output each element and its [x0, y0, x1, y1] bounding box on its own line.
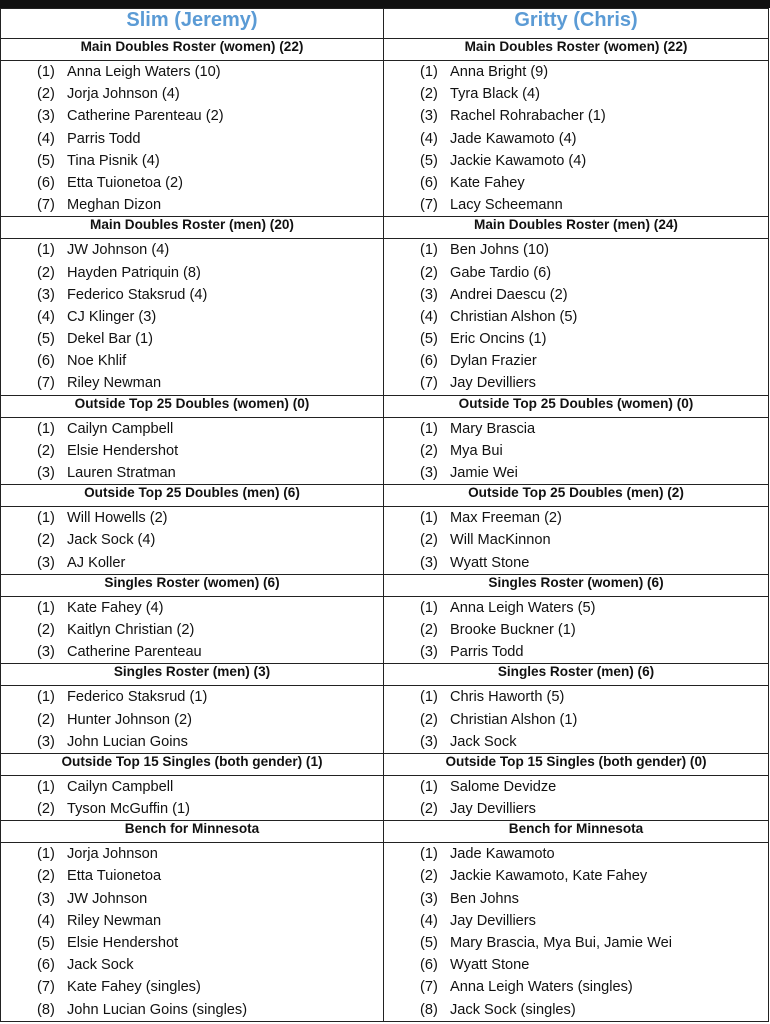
player-name: Federico Staksrud (4): [67, 286, 208, 303]
player-name: Max Freeman (2): [450, 510, 562, 527]
player-name: Elsie Hendershot: [67, 442, 179, 459]
entry-number: (2): [37, 264, 55, 281]
entry-number: (5): [37, 331, 55, 348]
player-name: Hayden Patriquin (8): [67, 264, 201, 281]
entry-number: (7): [37, 375, 55, 392]
entry-number: (2): [420, 442, 438, 459]
player-name: AJ Koller: [67, 554, 126, 571]
player-name: Mary Brascia, Mya Bui, Jamie Wei: [450, 935, 672, 951]
player-list-gritty: [384, 239, 769, 395]
entry-number: (2): [37, 801, 55, 818]
entry-number: (7): [420, 979, 438, 996]
player-entry: [1, 999, 383, 1021]
player-entry: [384, 350, 768, 372]
player-entry: [1, 731, 383, 753]
player-list-gritty: [384, 686, 769, 754]
section-list-row: [1, 843, 769, 1022]
entry-number: (2): [420, 86, 438, 103]
player-name: Will MacKinnon: [450, 532, 551, 549]
section-title-gritty: Singles Roster (women) (6): [384, 574, 769, 596]
player-name: Wyatt Stone: [450, 554, 530, 571]
player-name: CJ Klinger (3): [67, 308, 157, 325]
player-name: Jack Sock (4): [67, 532, 156, 549]
player-entry: [1, 597, 383, 619]
section-title-gritty: Singles Roster (men) (6): [384, 664, 769, 686]
top-border-bar: [0, 0, 770, 8]
entry-number: (7): [37, 197, 55, 214]
player-name: Chris Haworth (5): [450, 689, 565, 706]
section-title-slim: Singles Roster (women) (6): [1, 574, 384, 596]
player-name: Anna Bright (9): [450, 64, 549, 80]
player-entry: [1, 709, 383, 731]
player-name: Lacy Scheemann: [450, 197, 563, 214]
player-name: Etta Tuionetoa (2): [67, 174, 184, 191]
player-name: Ben Johns: [450, 890, 519, 907]
player-entry: [1, 61, 383, 83]
entry-number: (5): [37, 935, 55, 951]
entry-number: (6): [420, 174, 438, 191]
player-name: Noe Khlif: [67, 353, 127, 370]
player-name: Jack Sock: [67, 957, 134, 974]
entry-number: (2): [420, 868, 438, 885]
entry-number: (1): [420, 64, 438, 80]
player-entry: [1, 507, 383, 529]
entry-number: (1): [420, 510, 438, 527]
entry-number: (6): [37, 957, 55, 974]
roster-table: [0, 8, 769, 1022]
entry-number: (8): [420, 1001, 438, 1018]
entry-number: (1): [37, 510, 55, 527]
player-list-slim: [1, 843, 384, 1022]
player-entry: [384, 128, 768, 150]
player-name: Jackie Kawamoto, Kate Fahey: [450, 868, 648, 885]
section-header-row: [1, 753, 769, 775]
player-entry: [1, 529, 383, 551]
player-entry: [384, 83, 768, 105]
entry-number: (1): [420, 242, 438, 259]
player-list-gritty: [384, 596, 769, 664]
player-entry: [1, 194, 383, 216]
player-name: Will Howells (2): [67, 510, 168, 527]
entry-number: (3): [37, 108, 55, 125]
player-entry: [384, 910, 768, 932]
player-name: Andrei Daescu (2): [450, 286, 568, 303]
player-name: John Lucian Goins (singles): [67, 1001, 248, 1018]
entry-number: (1): [420, 778, 438, 795]
entry-number: (8): [37, 1001, 55, 1018]
entry-number: (5): [420, 331, 438, 348]
entry-number: (2): [37, 86, 55, 103]
player-name: Anna Leigh Waters (singles): [450, 979, 633, 996]
player-entry: [384, 284, 768, 306]
section-title-gritty: Bench for Minnesota: [384, 821, 769, 843]
player-name: Jackie Kawamoto (4): [450, 152, 587, 169]
section-list-row: [1, 775, 769, 820]
player-name: Etta Tuionetoa: [67, 868, 162, 885]
entry-number: (1): [420, 599, 438, 616]
player-name: Anna Leigh Waters (10): [67, 64, 221, 80]
section-title-slim: Outside Top 15 Singles (both gender) (1): [1, 753, 384, 775]
player-entry: [384, 999, 768, 1021]
entry-number: (3): [420, 890, 438, 907]
player-entry: [1, 418, 383, 440]
entry-number: (1): [37, 846, 55, 863]
entry-number: (2): [37, 868, 55, 885]
player-entry: [1, 888, 383, 910]
player-name: Gabe Tardio (6): [450, 264, 552, 281]
player-entry: [384, 372, 768, 394]
player-name: Dylan Frazier: [450, 353, 537, 370]
entry-number: (2): [420, 264, 438, 281]
player-entry: [1, 865, 383, 887]
entry-number: (3): [37, 554, 55, 571]
player-entry: [1, 150, 383, 172]
player-entry: [384, 619, 768, 641]
section-title-gritty: Outside Top 15 Singles (both gender) (0): [384, 753, 769, 775]
player-name: Hunter Johnson (2): [67, 711, 192, 728]
player-name: Catherine Parenteau (2): [67, 108, 224, 125]
player-entry: [384, 306, 768, 328]
entry-number: (1): [37, 64, 55, 80]
player-list-slim: [1, 596, 384, 664]
player-name: Mya Bui: [450, 442, 503, 459]
player-name: Cailyn Campbell: [67, 778, 174, 795]
player-entry: [1, 686, 383, 708]
entry-number: (2): [37, 711, 55, 728]
entry-number: (4): [37, 912, 55, 929]
entry-number: (4): [37, 130, 55, 147]
player-entry: [384, 641, 768, 663]
player-name: Parris Todd: [67, 130, 141, 147]
player-entry: [384, 105, 768, 127]
player-entry: [384, 507, 768, 529]
player-entry: [384, 529, 768, 551]
player-entry: [384, 440, 768, 462]
player-name: Kaitlyn Christian (2): [67, 621, 195, 638]
player-name: Jack Sock (singles): [450, 1001, 576, 1018]
entry-number: (4): [420, 308, 438, 325]
player-entry: [384, 418, 768, 440]
team-header-gritty: Gritty (Chris): [384, 9, 769, 39]
entry-number: (3): [420, 644, 438, 661]
player-name: Kate Fahey (singles): [67, 979, 201, 996]
player-name: Parris Todd: [450, 644, 524, 661]
team-header-row: [1, 9, 769, 39]
player-entry: [1, 328, 383, 350]
section-title-slim: Bench for Minnesota: [1, 821, 384, 843]
section-list-row: [1, 507, 769, 575]
section-title-gritty: Outside Top 25 Doubles (women) (0): [384, 395, 769, 417]
player-entry: [1, 776, 383, 798]
player-list-gritty: [384, 507, 769, 575]
player-name: Riley Newman: [67, 375, 162, 392]
entry-number: (3): [37, 286, 55, 303]
player-list-slim: [1, 775, 384, 820]
team-header-slim: Slim (Jeremy): [1, 9, 384, 39]
player-list-slim: [1, 417, 384, 485]
player-entry: [384, 194, 768, 216]
player-name: Tyra Black (4): [450, 86, 541, 103]
player-name: JW Johnson: [67, 890, 148, 907]
section-header-row: [1, 395, 769, 417]
player-name: Catherine Parenteau: [67, 644, 202, 661]
section-list-row: [1, 61, 769, 217]
section-title-slim: Outside Top 25 Doubles (men) (6): [1, 485, 384, 507]
player-entry: [384, 709, 768, 731]
player-list-gritty: [384, 417, 769, 485]
entry-number: (3): [37, 644, 55, 661]
section-title-gritty: Outside Top 25 Doubles (men) (2): [384, 485, 769, 507]
player-entry: [1, 798, 383, 820]
player-entry: [1, 843, 383, 865]
section-list-row: [1, 596, 769, 664]
player-name: Mary Brascia: [450, 420, 536, 437]
player-entry: [1, 910, 383, 932]
player-entry: [1, 440, 383, 462]
entry-number: (3): [420, 554, 438, 571]
player-name: Lauren Stratman: [67, 465, 176, 481]
section-list-row: [1, 686, 769, 754]
entry-number: (2): [420, 621, 438, 638]
entry-number: (6): [37, 353, 55, 370]
entry-number: (6): [37, 174, 55, 191]
section-title-slim: Singles Roster (men) (3): [1, 664, 384, 686]
entry-number: (1): [37, 778, 55, 795]
entry-number: (2): [37, 532, 55, 549]
player-name: Eric Oncins (1): [450, 331, 547, 348]
player-name: Jay Devilliers: [450, 912, 536, 929]
player-entry: [384, 798, 768, 820]
player-entry: [384, 731, 768, 753]
entry-number: (6): [420, 957, 438, 974]
player-name: Jorja Johnson: [67, 846, 158, 863]
player-entry: [1, 350, 383, 372]
player-entry: [1, 105, 383, 127]
player-entry: [1, 128, 383, 150]
player-name: Meghan Dizon: [67, 197, 162, 214]
entry-number: (1): [37, 242, 55, 259]
player-name: Salome Devidze: [450, 778, 557, 795]
player-entry: [384, 172, 768, 194]
player-entry: [1, 172, 383, 194]
player-list-slim: [1, 61, 384, 217]
entry-number: (5): [37, 152, 55, 169]
player-entry: [384, 462, 768, 484]
player-entry: [384, 865, 768, 887]
player-name: Riley Newman: [67, 912, 162, 929]
player-entry: [384, 932, 768, 954]
player-entry: [384, 328, 768, 350]
player-entry: [384, 597, 768, 619]
entry-number: (3): [37, 890, 55, 907]
player-name: Tina Pisnik (4): [67, 152, 160, 169]
player-entry: [384, 888, 768, 910]
player-list-slim: [1, 507, 384, 575]
player-name: Jamie Wei: [450, 465, 518, 481]
entry-number: (7): [37, 979, 55, 996]
section-header-row: [1, 664, 769, 686]
entry-number: (7): [420, 375, 438, 392]
entry-number: (3): [420, 286, 438, 303]
section-title-gritty: Main Doubles Roster (men) (24): [384, 217, 769, 239]
player-entry: [384, 776, 768, 798]
player-name: Christian Alshon (5): [450, 308, 578, 325]
entry-number: (4): [37, 308, 55, 325]
player-name: Cailyn Campbell: [67, 420, 174, 437]
player-list-gritty: [384, 775, 769, 820]
entry-number: (3): [420, 108, 438, 125]
player-entry: [1, 462, 383, 484]
player-name: Kate Fahey (4): [67, 599, 164, 616]
player-entry: [384, 976, 768, 998]
section-title-slim: Main Doubles Roster (men) (20): [1, 217, 384, 239]
roster-table-body: [1, 9, 769, 1022]
section-list-row: [1, 239, 769, 395]
player-entry: [1, 932, 383, 954]
player-name: Tyson McGuffin (1): [67, 801, 191, 818]
player-name: Ben Johns (10): [450, 242, 549, 259]
player-name: Jade Kawamoto: [450, 846, 555, 863]
player-entry: [1, 976, 383, 998]
player-entry: [1, 552, 383, 574]
section-title-slim: Outside Top 25 Doubles (women) (0): [1, 395, 384, 417]
entry-number: (7): [420, 197, 438, 214]
player-name: Jorja Johnson (4): [67, 86, 180, 103]
player-list-slim: [1, 239, 384, 395]
player-name: Federico Staksrud (1): [67, 689, 208, 706]
player-entry: [384, 686, 768, 708]
player-entry: [1, 284, 383, 306]
entry-number: (2): [420, 711, 438, 728]
player-name: Anna Leigh Waters (5): [450, 599, 596, 616]
player-entry: [384, 61, 768, 83]
player-name: Jack Sock: [450, 733, 517, 750]
player-entry: [384, 843, 768, 865]
section-title-gritty: Main Doubles Roster (women) (22): [384, 39, 769, 61]
entry-number: (2): [420, 532, 438, 549]
section-header-row: [1, 39, 769, 61]
entry-number: (3): [37, 733, 55, 750]
entry-number: (1): [420, 689, 438, 706]
entry-number: (4): [420, 130, 438, 147]
player-entry: [1, 372, 383, 394]
section-list-row: [1, 417, 769, 485]
player-name: Rachel Rohrabacher (1): [450, 108, 606, 125]
player-name: Jade Kawamoto (4): [450, 130, 577, 147]
player-name: Jay Devilliers: [450, 375, 536, 392]
player-list-gritty: [384, 61, 769, 217]
section-title-slim: Main Doubles Roster (women) (22): [1, 39, 384, 61]
player-name: Kate Fahey: [450, 174, 525, 191]
player-entry: [1, 306, 383, 328]
entry-number: (3): [37, 465, 55, 481]
player-entry: [1, 83, 383, 105]
player-entry: [1, 262, 383, 284]
player-entry: [1, 239, 383, 261]
player-entry: [1, 619, 383, 641]
entry-number: (3): [420, 465, 438, 481]
entry-number: (2): [37, 442, 55, 459]
section-header-row: [1, 485, 769, 507]
entry-number: (1): [420, 420, 438, 437]
player-name: Brooke Buckner (1): [450, 621, 576, 638]
entry-number: (1): [37, 689, 55, 706]
entry-number: (6): [420, 353, 438, 370]
player-name: Christian Alshon (1): [450, 711, 578, 728]
player-name: Dekel Bar (1): [67, 331, 153, 348]
player-entry: [384, 239, 768, 261]
entry-number: (2): [37, 621, 55, 638]
player-entry: [384, 150, 768, 172]
player-entry: [384, 552, 768, 574]
entry-number: (1): [420, 846, 438, 863]
entry-number: (5): [420, 935, 438, 951]
entry-number: (2): [420, 801, 438, 818]
player-entry: [1, 954, 383, 976]
entry-number: (5): [420, 152, 438, 169]
player-name: JW Johnson (4): [67, 242, 170, 259]
entry-number: (1): [37, 599, 55, 616]
player-entry: [384, 262, 768, 284]
player-name: Wyatt Stone: [450, 957, 530, 974]
player-entry: [384, 954, 768, 976]
section-header-row: [1, 574, 769, 596]
player-list-slim: [1, 686, 384, 754]
player-name: John Lucian Goins: [67, 733, 188, 750]
player-entry: [1, 641, 383, 663]
section-header-row: [1, 821, 769, 843]
player-name: Elsie Hendershot: [67, 935, 179, 951]
section-header-row: [1, 217, 769, 239]
entry-number: (1): [37, 420, 55, 437]
entry-number: (4): [420, 912, 438, 929]
entry-number: (3): [420, 733, 438, 750]
player-name: Jay Devilliers: [450, 801, 536, 818]
player-list-gritty: [384, 843, 769, 1022]
